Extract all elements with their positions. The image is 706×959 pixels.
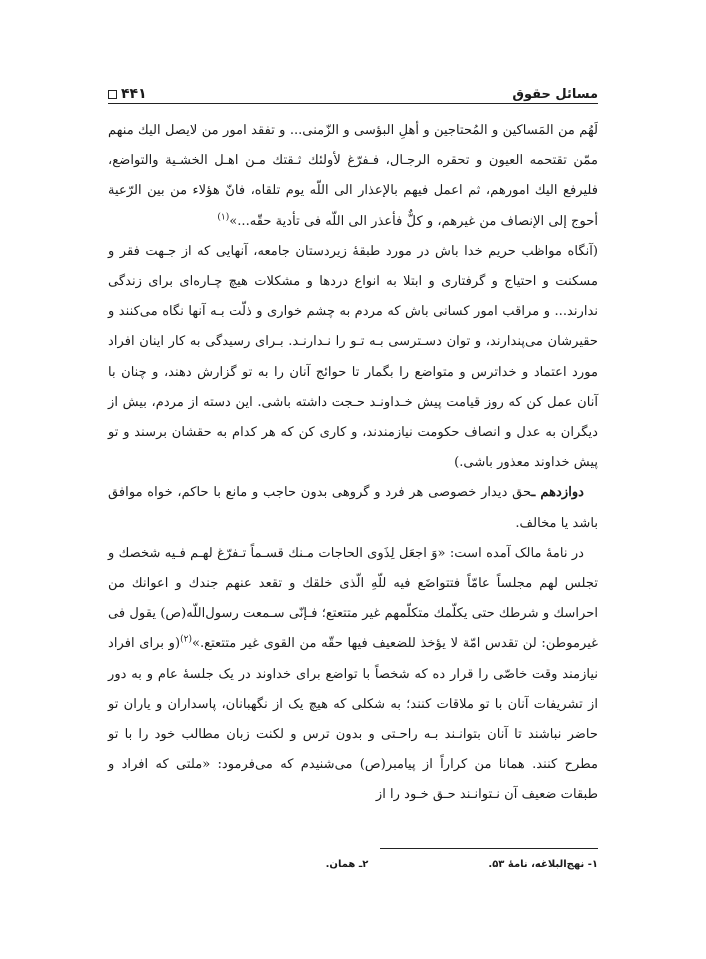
footnote-ref-1: (۱) (217, 212, 230, 223)
paragraph-twelfth-right: دوازدهم ـحق ديدار خصوصی هر فرد و گروهی بدون حاجب و مانع با حاكم، خواه موافق باشد يا مخالف. (108, 485, 598, 531)
page-header (108, 76, 598, 102)
running-title: مسائل حقوق (512, 87, 598, 102)
paragraph-arabic-quote: لَهُم من المَساكين و المُحتاجين و أهلِ البؤسی و الزّمنی... و تفقد امور من لايصل اليك منهم ممّن تقتحمه العيون و تحقره الرجـال، فـفرّغ لأولئك ثـقتك مـن اهـل الخشـية والتواضع، فليرفع اليك امورهم، ثم اعمل فيهم بالإعذار الی اللّه يوم تلقاه، فانّ هؤلاء من بين الرّعية أحوج إلی الإنصاف من غيرهم، و كلٌّ فأعذر الی اللّه فی تأدية حقّه...»$^{(۱)}$ (108, 123, 598, 229)
paragraph-translation: (آنگاه مواظب حريم خدا باش در مورد طبقهٔ زيردستان جامعه، آنهايی كه از جـهت فقر و مسكنت و احتياج و گرفتاری و ابتلا به انواع دردها و مشكلات هيچ چـاره‌ای برای زندگی ندارند... و مراقب امور كسانی باش كه مردم به چشم خواری و ذلّت بـه آنها نگاه می‌كنند و حقيرشان می‌پندارند، و توان دسـترسی بـه تـو را نـدارنـد. بـرای رسيدگی به كار اينان افراد مورد اعتماد و خداترس و متواضع را بگمار تا حوائج آنان را به تو گزارش دهند، و چنان با آنان عمل كن كه روز قيامت پيش خـداونـد حـجت داشته باشی. اين دسته از مردم، بيش از ديگران به عدل و انصاف حكومت نيازمندند، و كاری كن كه هر كدام به حقشان برسند و تو پيش خداوند معذور باشی.) (108, 243, 598, 471)
square-outline-icon (108, 90, 117, 99)
page-body (108, 116, 598, 811)
page-number: ۴۴۱ (121, 86, 147, 102)
header-divider (108, 103, 598, 104)
paragraph-malik-letter: در نامهٔ مالک آمده است: «وَ اجعَل لِذَوی الحاجات مـنك قسـماً تـفرّغ لهـم فـيه شخصك و تجلس لهم مجلساً عامّاً فتتواضَع فيه للّهِ الّذی خلقك و تقعد عنهم جندك و اعوانك من احراسك و شرطك حتی يكلّمك متكلّمهم غير متتعتع؛ فـإنّی سـمعت رسول‌اللّه(ص) يقول فی غيرموطن: لن تقدس امّة لا يؤخذ للضعيف فيها حقّه من القوی غير متتعتع.»$^{(۲)}$(و برای افراد نيازمند وقت خاصّی را قرار ده كه شخصاً با تواضع برای خداوند در يک جلسهٔ عام و به دور از تشريفات آنان با تو ملاقات كنند؛ به شكلی كه هيچ يک از نگهبانان، پاسداران و ياران تو حاضر نباشند تا آنان بتوانـند بـه راحـتی و بدون ترس و لكنت زبان مطالب خود را با تو مطرح كنند. همانا من كراراً از پيامبر(ص) می‌شنيدم كه می‌فرمود: «ملتی كه افراد و طبقات ضعيف آن نـتوانـند حـق خـود را از (108, 545, 598, 803)
footnotes (108, 852, 598, 876)
footnote-2: ۲ـ همان. (325, 858, 369, 870)
footnote-1: ۱- نهج‌البلاغه، نامهٔ ۵۳. (488, 858, 598, 870)
section-term: دوازدهم ـ (531, 485, 584, 501)
footnote-ref-2: (۲) (180, 635, 192, 646)
page-number-group (108, 86, 147, 102)
footnote-divider (380, 848, 598, 849)
